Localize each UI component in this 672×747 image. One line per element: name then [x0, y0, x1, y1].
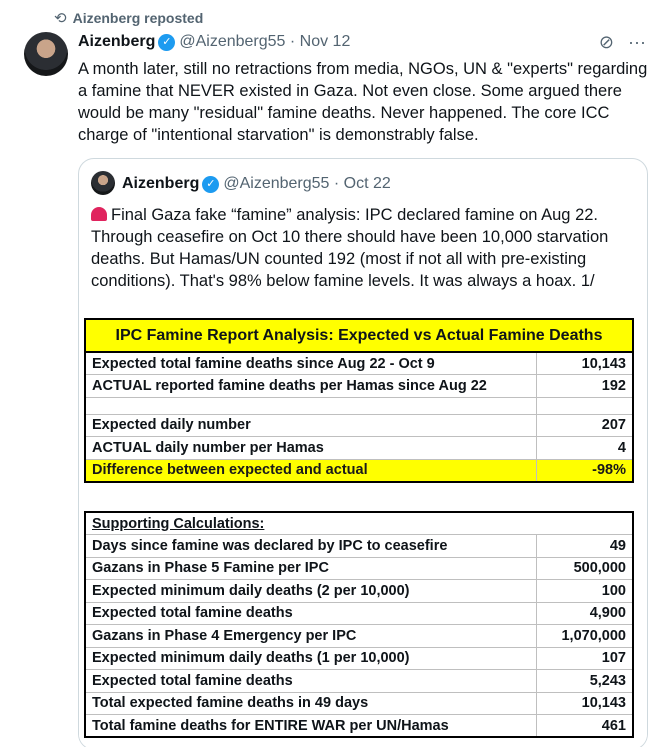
row-value: 100 — [536, 580, 633, 603]
analysis-table — [84, 318, 634, 483]
row-label: ACTUAL reported famine deaths per Hamas since Aug 22 — [85, 375, 536, 398]
table-row — [85, 602, 633, 625]
row-label: Days since famine was declared by IPC to ceasefire — [85, 535, 536, 558]
verified-badge-icon: ✓ — [202, 176, 219, 193]
row-label: Difference between expected and actual — [85, 459, 536, 482]
row-label: Expected total famine deaths — [85, 602, 536, 625]
row-value: 500,000 — [536, 557, 633, 580]
repost-label: Aizenberg reposted — [72, 10, 204, 26]
author-name[interactable]: Aizenberg — [78, 33, 156, 50]
post-header — [78, 33, 350, 51]
row-value: 1,070,000 — [536, 625, 633, 648]
more-options-icon[interactable]: ··· — [628, 32, 646, 52]
row-label: Total expected famine deaths in 49 days — [85, 692, 536, 715]
row-value: 10,143 — [536, 352, 633, 375]
row-value: 5,243 — [536, 670, 633, 693]
highlight-row — [85, 459, 633, 482]
supporting-heading: Supporting Calculations: — [85, 512, 633, 535]
author-handle[interactable]: @Aizenberg55 — [179, 33, 286, 50]
row-label: ACTUAL daily number per Hamas — [85, 437, 536, 460]
row-value: 461 — [536, 715, 633, 738]
row-value: 49 — [536, 535, 633, 558]
repost-icon: ⟲ — [54, 10, 67, 27]
row-label: Expected total famine deaths since Aug 22 - Oct 9 — [85, 352, 536, 375]
attached-image[interactable] — [79, 302, 648, 747]
grok-icon[interactable]: ⊘ — [598, 32, 615, 52]
row-value: 107 — [536, 647, 633, 670]
table-row — [85, 535, 633, 558]
row-value: 192 — [536, 375, 633, 398]
table-row — [85, 414, 633, 437]
quote-author-name: Aizenberg — [122, 175, 200, 192]
quote-header — [122, 175, 391, 193]
row-value: 4 — [536, 437, 633, 460]
row-label: Gazans in Phase 5 Famine per IPC — [85, 557, 536, 580]
quote-author-handle: @Aizenberg55 — [223, 175, 330, 192]
row-value: 207 — [536, 414, 633, 437]
quote-text: Final Gaza fake “famine” analysis: IPC declared famine on Aug 22. Through ceasefire on Oct 10 there should have been 10,000 starvation deaths. But Hamas/UN counted 192 (most if not all with pre-existing conditions). That's 98% below famine levels. It was always a hoax. 1/ — [91, 206, 609, 290]
table-row — [85, 670, 633, 693]
separator-dot: · — [329, 175, 344, 192]
supporting-table — [84, 511, 634, 738]
table-row — [85, 580, 633, 603]
row-value: -98% — [536, 459, 633, 482]
avatar[interactable] — [24, 32, 68, 76]
table-row — [85, 352, 633, 375]
verified-badge-icon: ✓ — [158, 34, 175, 51]
row-value: 10,143 — [536, 692, 633, 715]
spacer-row — [85, 397, 633, 414]
table-row — [85, 437, 633, 460]
table-row — [85, 625, 633, 648]
post-text: A month later, still no retractions from media, NGOs, UN & "experts" regarding a famine that NEVER existed in Gaza. Not even close. Some argued there would be many "residual" famine deaths. Never happened. The core ICC charge of "intentional starvation" is demonstrably false. — [78, 60, 648, 144]
row-label: Gazans in Phase 4 Emergency per IPC — [85, 625, 536, 648]
table-row — [85, 375, 633, 398]
row-value: 4,900 — [536, 602, 633, 625]
separator-dot: · — [285, 33, 300, 50]
post-actions — [599, 32, 646, 53]
quote-text-block — [91, 204, 639, 292]
quoted-post[interactable] — [78, 158, 648, 747]
table-row — [85, 692, 633, 715]
row-label: Expected minimum daily deaths (2 per 10,000) — [85, 580, 536, 603]
table-row — [85, 715, 633, 738]
table-title: IPC Famine Report Analysis: Expected vs Actual Famine Deaths — [85, 319, 633, 352]
table-row — [85, 647, 633, 670]
table-row — [85, 557, 633, 580]
row-label: Expected minimum daily deaths (1 per 10,000) — [85, 647, 536, 670]
quote-date: Oct 22 — [343, 175, 391, 192]
siren-icon — [91, 207, 107, 221]
post-date[interactable]: Nov 12 — [299, 33, 351, 50]
repost-indicator[interactable] — [54, 9, 203, 27]
quote-avatar — [91, 171, 115, 195]
row-label: Expected total famine deaths — [85, 670, 536, 693]
row-label: Total famine deaths for ENTIRE WAR per UN/Hamas — [85, 715, 536, 738]
row-label: Expected daily number — [85, 414, 536, 437]
